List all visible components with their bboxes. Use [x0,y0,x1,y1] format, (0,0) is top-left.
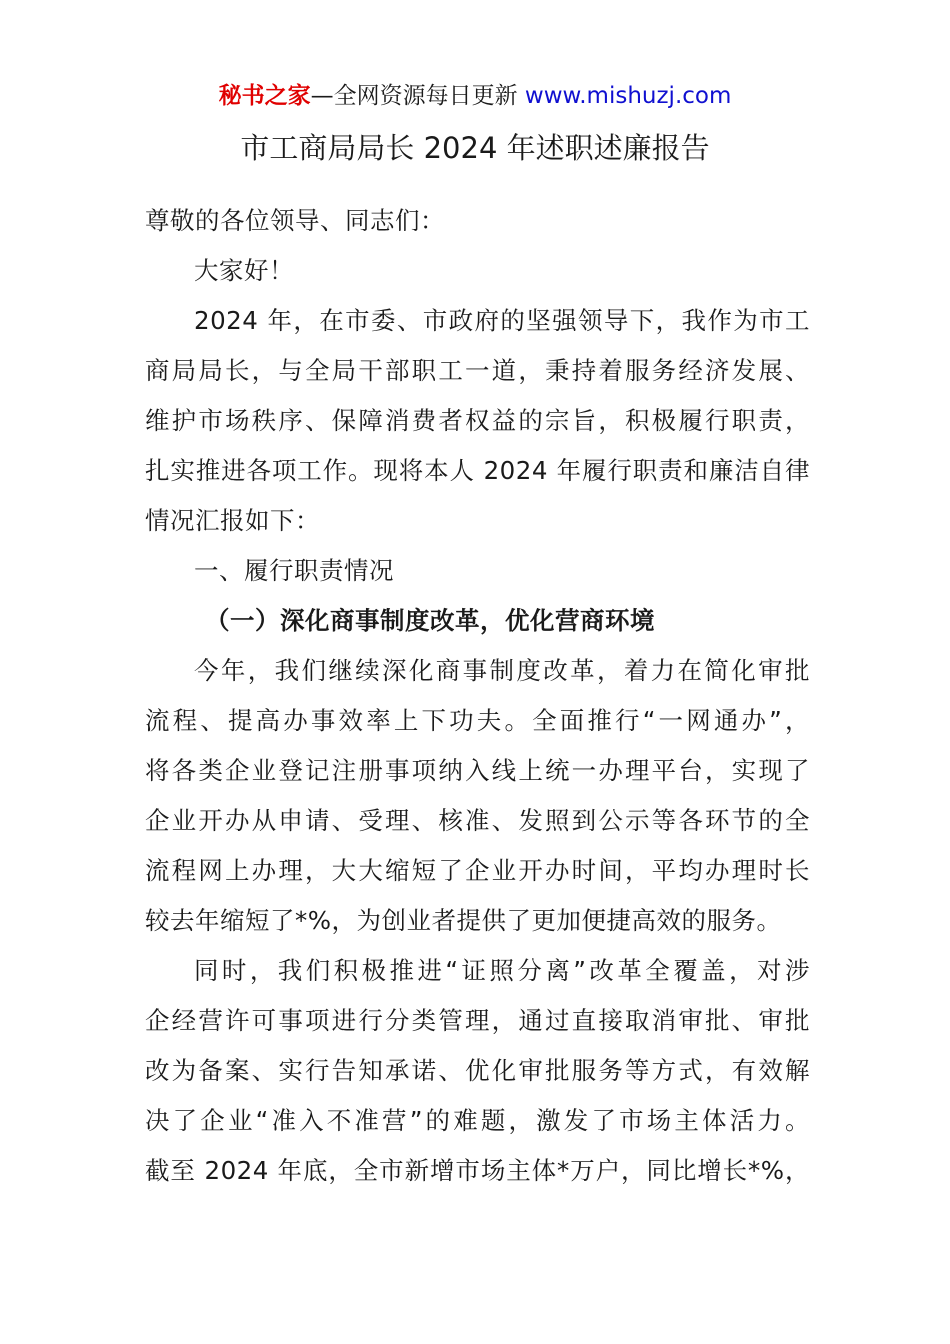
site-url-link[interactable]: www.mishuzj.com [524,83,732,109]
salutation: 尊敬的各位领导、同志们： [145,206,445,235]
paragraph-line: 流程网上办理，大大缩短了企业开办时间，平均办理时长 [145,856,810,885]
paragraph-line: 将各类企业登记注册事项纳入线上统一办理平台，实现了 [145,756,810,785]
paragraph-line: 企业开办从申请、受理、核准、发照到公示等各环节的全 [145,806,810,835]
greeting: 大家好！ [194,256,294,285]
brand-name: 秘书之家 [218,83,311,109]
paragraph-line: 2024 年，在市委、市政府的坚强领导下，我作为市工 [194,306,810,335]
subsection-heading: （一）深化商事制度改革，优化营商环境 [205,606,655,635]
site-slogan: —全网资源每日更新 [310,83,525,109]
paragraph-line: 情况汇报如下： [145,506,320,535]
paragraph-line: 企经营许可事项进行分类管理，通过直接取消审批、审批 [145,1006,810,1035]
section-heading: 一、履行职责情况 [194,556,394,585]
document-title: 市工商局局长 2024 年述职述廉报告 [240,131,710,165]
paragraph-line: 维护市场秩序、保障消费者权益的宗旨，积极履行职责， [145,406,810,435]
paragraph-line: 改为备案、实行告知承诺、优化审批服务等方式，有效解 [145,1056,810,1085]
paragraph-line: 截至 2024 年底，全市新增市场主体*万户，同比增长*%， [145,1156,810,1185]
document-body [145,196,810,1196]
paragraph-line: 今年，我们继续深化商事制度改革，着力在简化审批 [194,656,810,685]
paragraph-line: 流程、提高办事效率上下功夫。全面推行“一网通办”， [145,706,810,735]
paragraph-line: 决了企业“准入不准营”的难题，激发了市场主体活力。 [145,1106,810,1135]
paragraph-line: 同时，我们积极推进“证照分离”改革全覆盖，对涉 [194,956,810,985]
paragraph-line: 扎实推进各项工作。现将本人 2024 年履行职责和廉洁自律 [145,456,810,485]
paragraph-line: 商局局长，与全局干部职工一道，秉持着服务经济发展、 [145,356,810,385]
site-header [0,80,950,112]
paragraph-line: 较去年缩短了*%，为创业者提供了更加便捷高效的服务。 [145,906,782,935]
